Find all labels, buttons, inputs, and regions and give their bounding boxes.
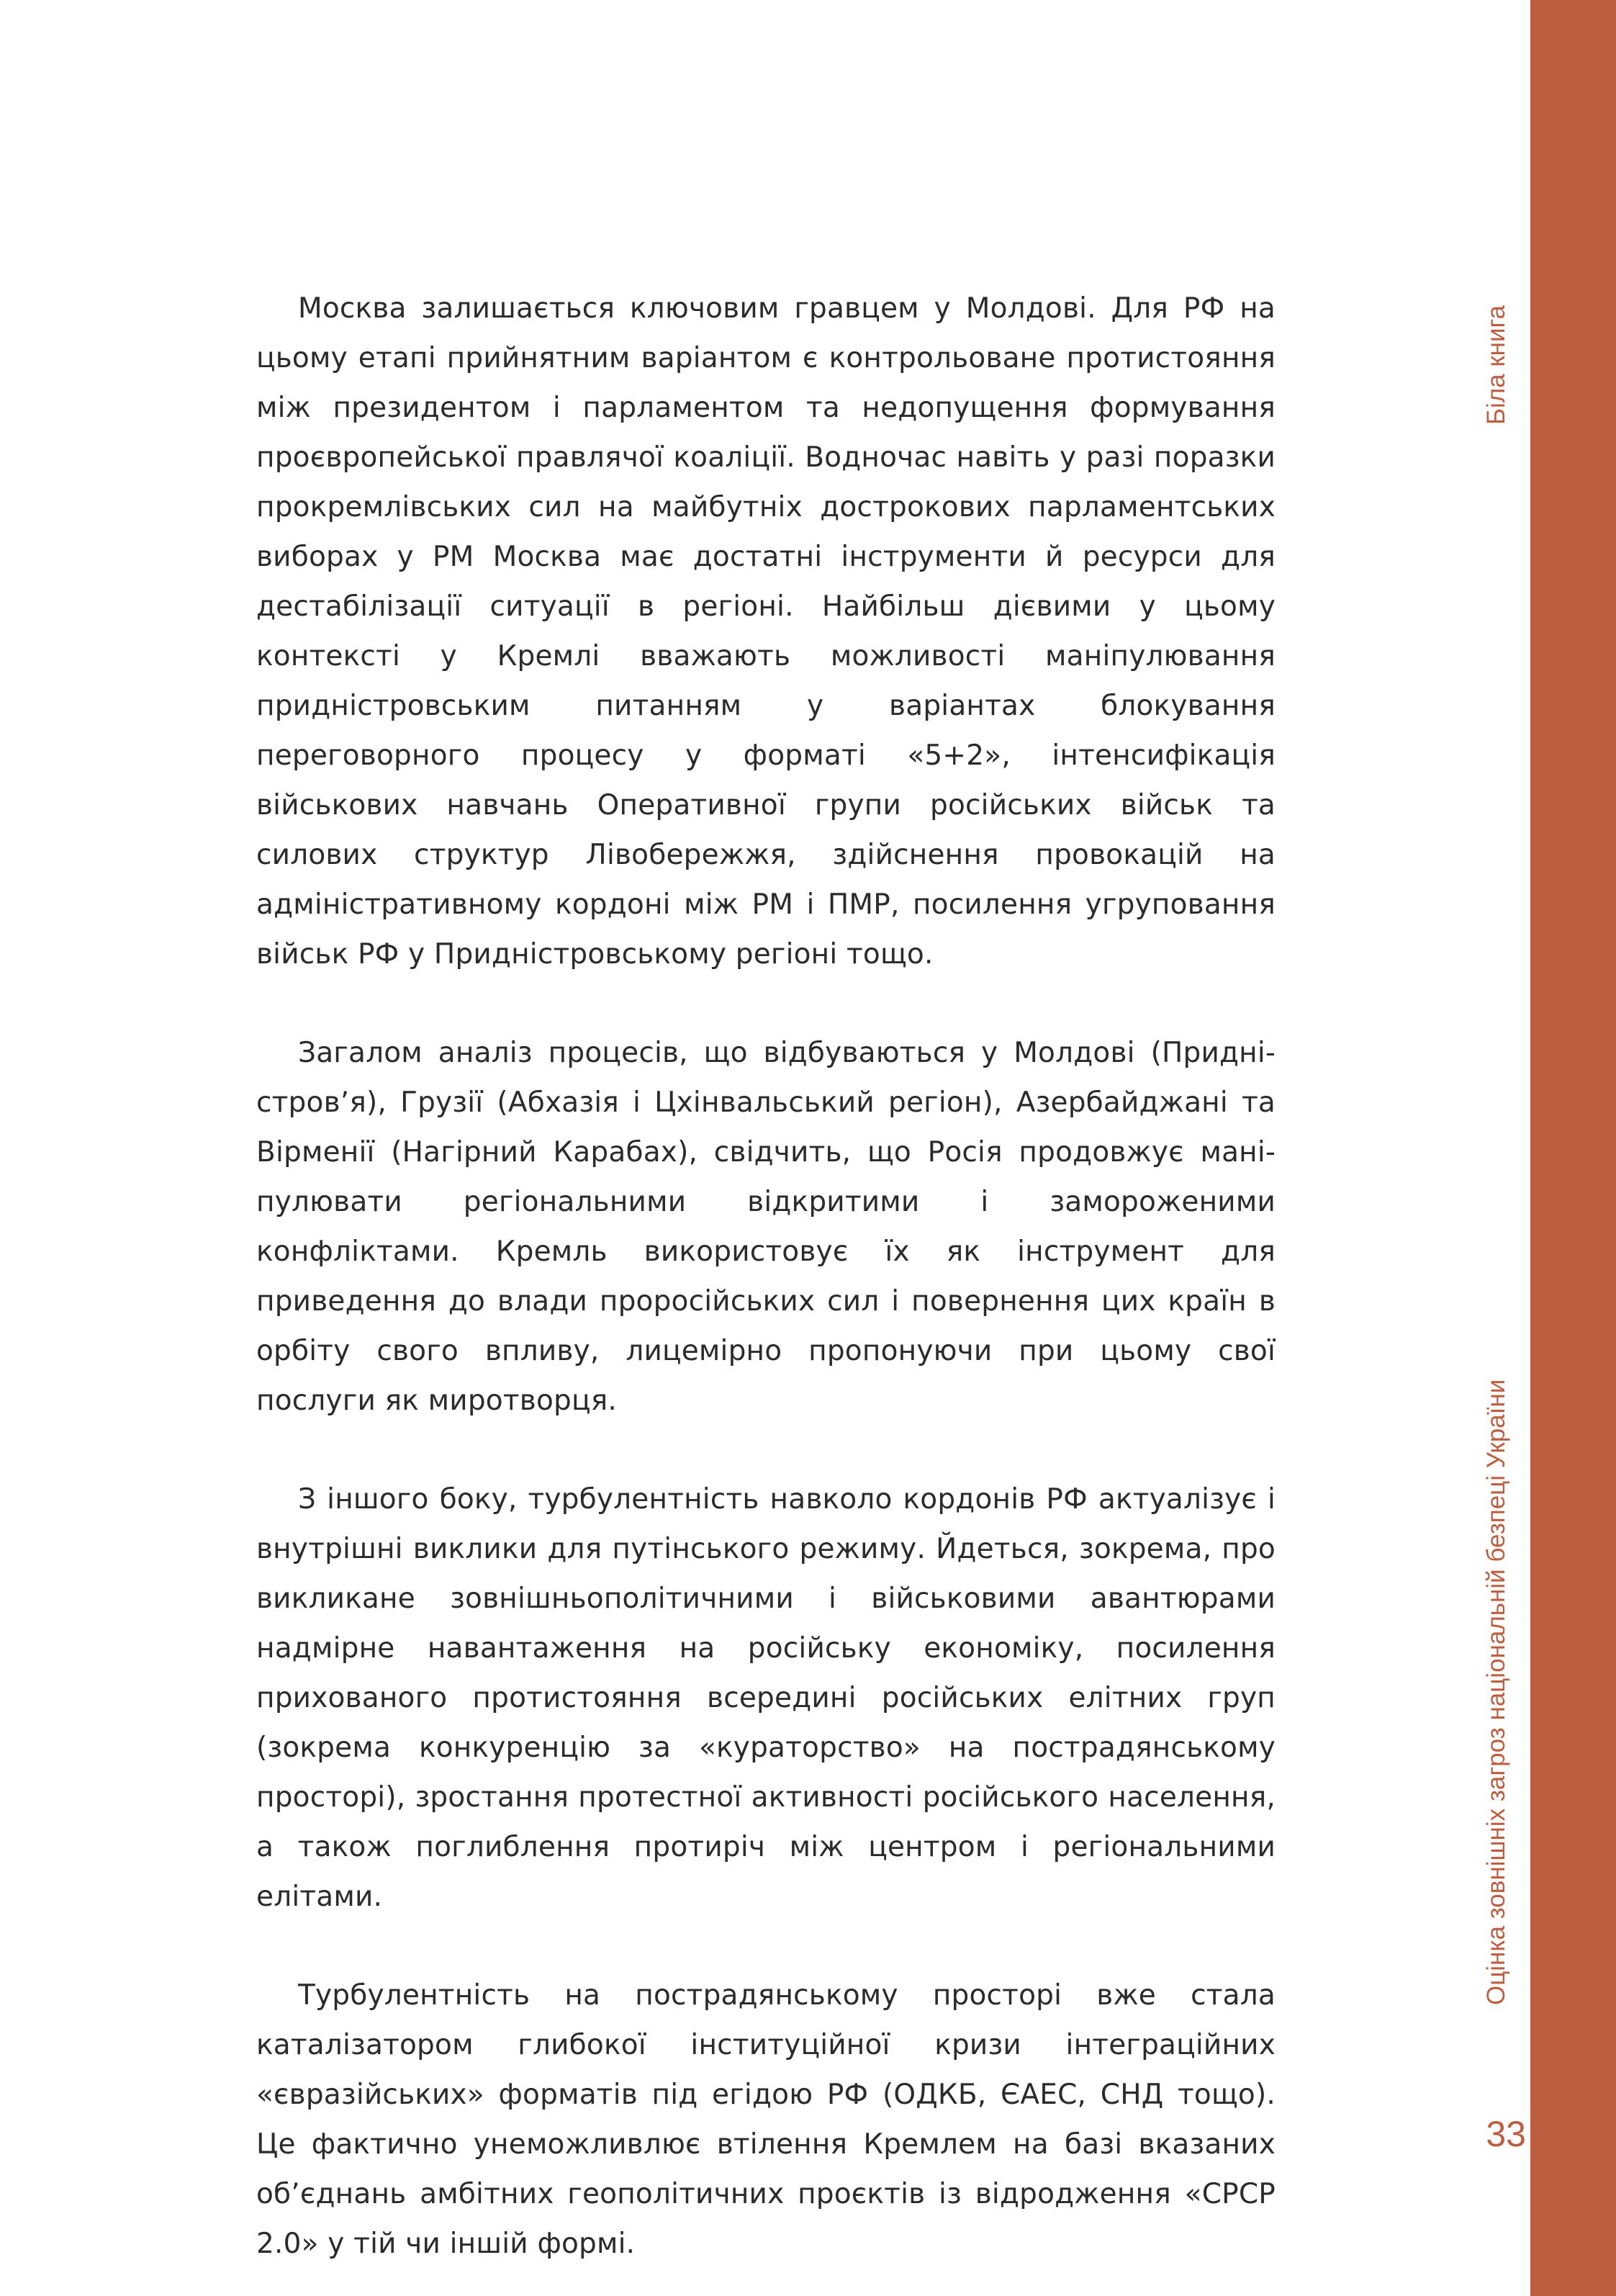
running-header: Біла книга (1482, 305, 1510, 425)
body-text (256, 284, 1276, 2269)
accent-sidebar (1530, 0, 1616, 2296)
paragraph: Загалом аналіз процесів, що відбуваються у Молдові (Придністров’я), Грузії (Абхазія і Цхінвальський регіон), Азербайджані та Вірменії (Нагірний Карабах), свідчить, що Росія продовжує маніпулювати регіональними відкритими і замороженими конфліктами. Кремль використовує їх як інструмент для приведення до влади проросійських сил і повернення цих країн в орбіту свого впливу, лицемірно пропонуючи при цьому свої послуги як миротворця. (256, 1037, 1276, 1417)
page-number: 33 (1486, 2114, 1526, 2154)
paragraph: З іншого боку, турбулентність навколо кордонів РФ актуалізує і внутрішні виклики для путінського режиму. Йдеться, зокрема, про викликане зовнішньополітичними і військовими авантюрами надмірне навантаження на російську економіку, посилення прихованого протистояння всередині російських елітних груп (зокрема конкуренцію за «кураторство» на пострадянському просторі), зростання протестної активності російського населення, а також поглиблення протиріч між центром і регіональними елітами. (256, 1483, 1276, 1913)
paragraph: Турбулентність на пострадянському просторі вже стала каталізатором глибокої інституційної кризи інтеграційних «євразійських» форматів під егідою РФ (ОДКБ, ЄАЕС, СНД тощо). Це фактично унеможливлює втілення Кремлем на базі вказаних об’єднань амбітних геополітичних проєктів із відродження «СРСР 2.0» у тій чи іншій формі. (256, 1979, 1276, 2260)
running-footer: Оцінка зовнішніх загроз національній безпеці України (1482, 1379, 1510, 2005)
paragraph: Москва залишається ключовим гравцем у Молдові. Для РФ на цьому етапі прийнятним варіантом є контрольоване протистояння між президентом і парламентом та недопущення формування проєвропейської правлячої коаліції. Водночас навіть у разі поразки прокремлівських сил на майбутніх дострокових парламентських виборах у РМ Москва має достатні інструменти й ресурси для дестабілізації ситуації в регіоні. Найбільш дієвими у цьому контексті у Кремлі вважають можливості маніпулювання придністровським питанням у варіантах блокування переговорного процесу у форматі «5+2», інтенсифікація військових навчань Оперативної групи російських військ та силових структур Лівобережжя, здійснення провокацій на адміністративному кордоні між РМ і ПМР, посилення угруповання військ РФ у Придністровському регіоні тощо. (256, 292, 1276, 971)
